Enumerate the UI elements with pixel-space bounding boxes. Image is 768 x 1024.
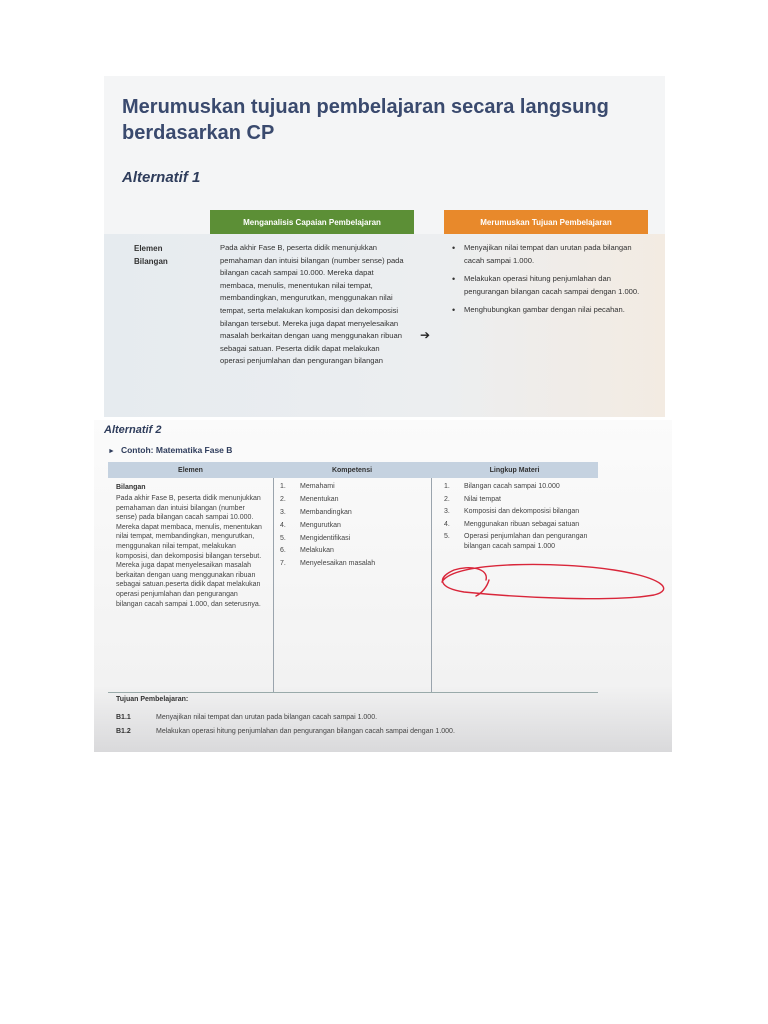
tujuan-text: Melakukan operasi hitung penjumlahan dan pengurangan bilangan cacah sampai dengan 1.000. — [156, 728, 455, 735]
tujuan-code: B1.1 — [116, 714, 131, 721]
contoh-label: Contoh: Matematika Fase B — [120, 445, 233, 455]
list-item — [444, 495, 596, 505]
item-number: 7. — [280, 560, 286, 568]
list-item: • Melakukan operasi hitung penjumlahan dan pengurangan bilangan cacah sampai dengan 1.000. — [452, 273, 644, 298]
col-header-kompetensi: Kompetensi — [331, 466, 373, 474]
list-item — [280, 546, 420, 559]
elemen-label-line2: Bilangan — [134, 257, 168, 266]
elemen-description: Pada akhir Fase B, peserta didik menunjukkan pemahaman dan intuisi bilangan (number sense) pada bilangan cacah sampai 10.000. Mereka dapat membaca, menulis, menentukan nilai tempat, membandingkan, mengurutkan, menggunakan nilai tempat, melakukan komposisi, dan dekomposisi bilangan tersebut. Mereka juga dapat menyelesaikan masalah berkaitan dengan uang menggunakan ribuan sebagai satuan.peserta didik dapat melakukan operasi penjumlahan dan pengurangan bilangan cacah sampai 1.000, dan seterusnya. — [116, 495, 262, 608]
tujuan-row — [116, 727, 536, 737]
alternatif-2-heading: Alternatif 2 — [104, 424, 162, 436]
item-number: 1. — [444, 483, 450, 490]
item-text: Nilai tempat — [464, 495, 501, 503]
item-number: 3. — [280, 508, 286, 516]
list-item — [280, 559, 420, 572]
column-divider — [431, 478, 432, 692]
page-title: Merumuskan tujuan pembelajaran secara langsung berdasarkan CP — [122, 96, 609, 144]
list-item — [280, 508, 420, 521]
list-item — [444, 507, 596, 517]
screenshot-alternatif-2 — [94, 420, 672, 752]
col-header-lingkup-materi: Lingkup Materi — [489, 466, 540, 474]
list-item — [280, 495, 420, 508]
table-header — [108, 462, 598, 478]
item-number: 1. — [280, 483, 286, 490]
list-item — [444, 520, 596, 530]
item-text: Mengurutkan — [300, 521, 341, 529]
list-item: • Menyajikan nilai tempat dan urutan pada bilangan cacah sampai 1.000. — [452, 242, 644, 267]
list-item — [280, 521, 420, 534]
triangle-bullet-icon: ► — [108, 448, 115, 455]
item-number: 5. — [280, 534, 286, 542]
elemen-label-line1: Elemen — [134, 244, 163, 253]
capaian-pembelajaran-text: Pada akhir Fase B, peserta didik menunjukkan pemahaman dan intuisi bilangan (number sense) pada bilangan cacah sampai 10.000. Mereka dapat membaca, menulis, menentukan nilai tempat, membandingkan, mengurutkan, menggunakan nilai tempat, serta melakukan komposisi dan dekomposisi bilangan tersebut. Mereka juga dapat menyelesaikan masalah berkaitan dengan uang menggunakan ribuan sebagai satuan. Peserta didik dapat melakukan operasi penjumlahan dan pengurangan bilangan — [220, 243, 404, 366]
item-number: 5. — [444, 533, 450, 541]
col-header-elemen: Elemen — [178, 466, 203, 474]
list-item — [444, 532, 596, 551]
header-menganalisis-cp: Menganalisis Capaian Pembelajaran — [210, 210, 414, 234]
column-divider — [273, 478, 274, 692]
item-text: Mengidentifikasi — [300, 534, 351, 542]
item-number: 2. — [444, 495, 450, 503]
item-text: Melakukan — [300, 547, 334, 555]
item-number: 3. — [444, 508, 450, 516]
right-arrow-icon: ➔ — [420, 328, 431, 342]
list-item: • Menghubungkan gambar dengan nilai pecahan. — [452, 304, 644, 317]
tujuan-code: B1.2 — [116, 728, 131, 735]
tujuan-row — [116, 713, 536, 723]
tujuan-text: Menyajikan nilai tempat dan urutan pada bilangan cacah sampai 1.000. — [156, 714, 378, 721]
item-text: Komposisi dan dekomposisi bilangan — [464, 508, 580, 516]
header-merumuskan-tp: Merumuskan Tujuan Pembelajaran — [444, 210, 648, 234]
elemen-bilangan-title: Bilangan — [116, 484, 146, 491]
elemen-label — [134, 242, 168, 268]
item-text: Operasi penjumlahan dan pengurangan bilangan cacah sampai 1.000 — [464, 533, 588, 550]
tujuan-pembelajaran-list — [452, 242, 644, 323]
item-text: Bilangan cacah sampai 10.000 — [464, 483, 560, 490]
list-item — [444, 482, 596, 492]
contoh-heading — [108, 445, 232, 455]
item-number: 2. — [280, 495, 286, 503]
item-number: 4. — [444, 520, 450, 528]
lingkup-materi-list — [444, 482, 596, 555]
alternatif-1-heading: Alternatif 1 — [122, 169, 201, 186]
list-item — [280, 482, 420, 495]
item-number: 4. — [280, 521, 286, 529]
kompetensi-list — [280, 482, 420, 572]
item-text: Menggunakan ribuan sebagai satuan — [464, 520, 580, 528]
screenshot-alternatif-1 — [104, 76, 665, 417]
item-text: Membandingkan — [300, 508, 352, 516]
item-text: Menentukan — [300, 495, 339, 503]
list-item — [280, 534, 420, 547]
item-number: 6. — [280, 547, 286, 555]
tujuan-pembelajaran-title: Tujuan Pembelajaran: — [116, 696, 189, 703]
item-text: Menyelesaikan masalah — [300, 560, 376, 568]
item-text: Memahami — [300, 483, 335, 490]
